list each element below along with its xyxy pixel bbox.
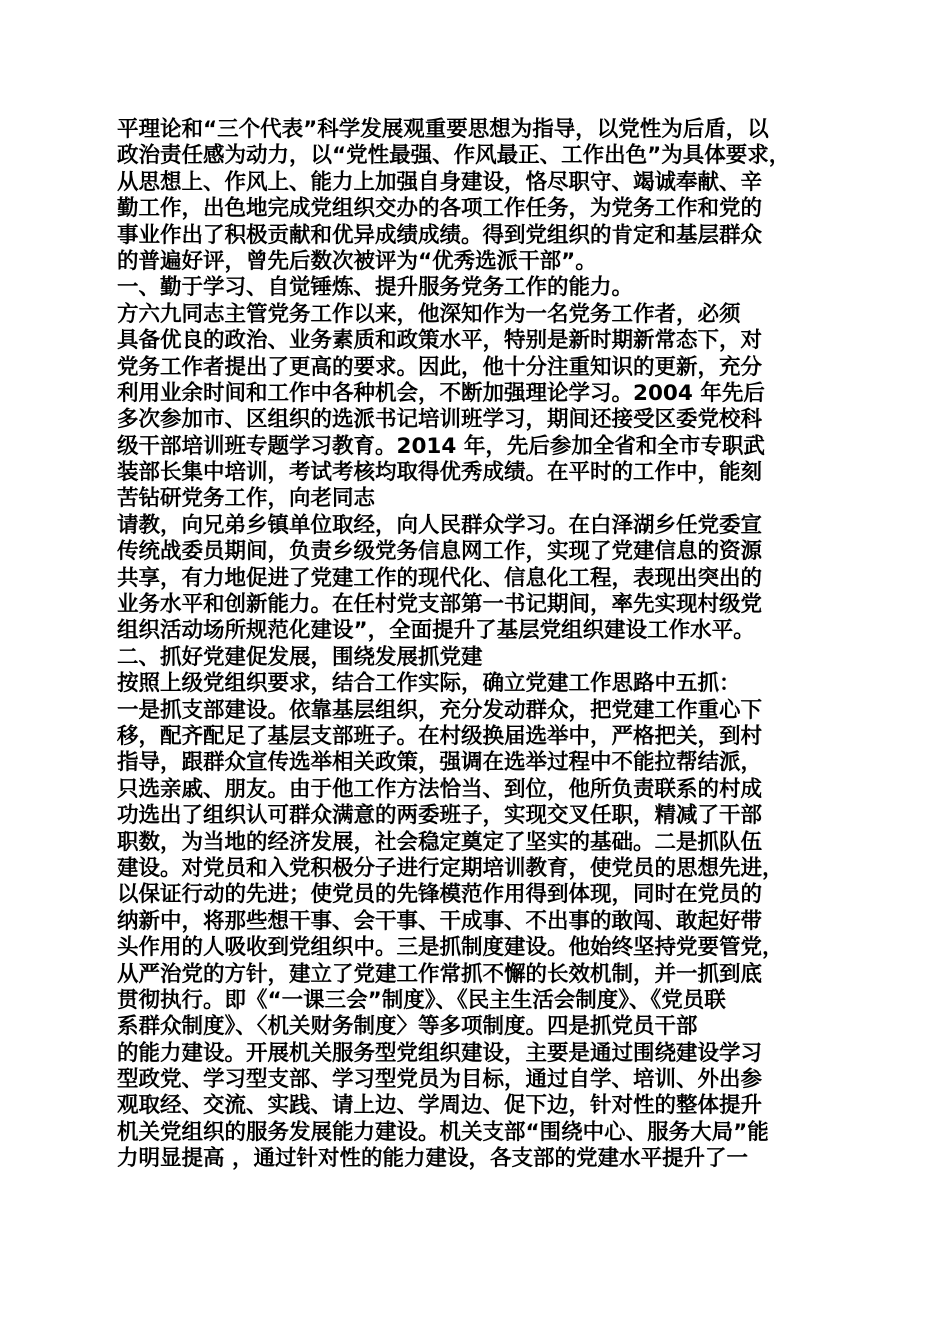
text-line: 型政党、学习型支部、学习型党员为目标，通过自学、培训、外出参: [117, 1067, 763, 1093]
text-line: 的能力建设。开展机关服务型党组织建设，主要是通过围绕建设学习: [117, 1040, 763, 1066]
text-line: 贯彻执行。即《“一课三会”制度》、《民主生活会制度》、《党员联: [117, 987, 726, 1013]
text-line: 从严治党的方针，建立了党建工作常抓不懈的长效机制，并一抓到底: [117, 961, 763, 987]
text-line: 纳新中，将那些想干事、会干事、干成事、不出事的敢闯、敢起好带: [117, 908, 763, 934]
text-line: 请教，向兄弟乡镇单位取经，向人民群众学习。在白泽湖乡任党委宣: [117, 512, 763, 538]
text-line: 移，配齐配足了基层支部班子。在村级换届选举中，严格把关，到村: [117, 723, 763, 749]
text-line: 利用业余时间和工作中各种机会，不断加强理论学习。2004 年先后: [117, 380, 765, 406]
text-line: 功选出了组织认可群众满意的两委班子，实现交叉任职，精减了干部: [117, 803, 763, 829]
text-line: 多次参加市、区组织的选派书记培训班学习，期间还接受区委党校科: [117, 407, 763, 433]
text-line: 装部长集中培训，考试考核均取得优秀成绩。在平时的工作中，能刻: [117, 460, 763, 486]
text-line: 具备优良的政治、业务素质和政策水平，特别是新时期新常态下，对: [117, 328, 763, 354]
text-line: 以保证行动的先进；使党员的先锋模范作用得到体现，同时在党员的: [117, 882, 763, 908]
text-line: 职数，为当地的经济发展，社会稳定奠定了坚实的基础。二是抓队伍: [117, 829, 763, 855]
text-line: 指导，跟群众宣传选举相关政策，强调在选举过程中不能拉帮结派，: [117, 750, 763, 776]
text-line: 机关党组织的服务发展能力建设。机关支部“围绕中心、服务大局”能: [117, 1119, 769, 1145]
text-line: 苦钻研党务工作，向老同志: [117, 486, 376, 512]
text-line: 只选亲戚、朋友。由于他工作方法恰当、到位，他所负责联系的村成: [117, 776, 763, 802]
text-line: 建设。对党员和入党积极分子进行定期培训教育，使党员的思想先进，: [117, 855, 784, 881]
text-line: 从思想上、作风上、能力上加强自身建设，恪尽职守、竭诚奉献、辛: [117, 169, 763, 195]
section-heading: 一、勤于学习、自觉锤炼、提升服务党务工作的能力。: [117, 275, 634, 301]
text-line: 平理论和“三个代表”科学发展观重要思想为指导，以党性为后盾，以: [117, 117, 769, 142]
section-heading: 二、抓好党建促发展，围绕发展抓党建: [117, 644, 483, 670]
text-line: 的普遍好评，曾先后数次被评为“优秀选派干部”。: [117, 248, 597, 274]
text-line: 党务工作者提出了更高的要求。因此，他十分注重知识的更新，充分: [117, 354, 763, 380]
text-line: 系群众制度》、〈机关财务制度〉等多项制度。四是抓党员干部: [117, 1014, 698, 1040]
text-line: 组织活动场所规范化建设”，全面提升了基层党组织建设工作水平。: [117, 618, 755, 644]
text-line: 一是抓支部建设。依靠基层组织，充分发动群众，把党建工作重心下: [117, 697, 763, 723]
text-line: 头作用的人吸收到党组织中。三是抓制度建设。他始终坚持党要管党，: [117, 935, 784, 961]
text-line: 力明显提高 ，通过针对性的能力建设，各支部的党建水平提升了一: [117, 1146, 748, 1172]
text-line: 共享，有力地促进了党建工作的现代化、信息化工程，表现出突出的: [117, 565, 763, 591]
text-line: 勤工作，出色地完成党组织交办的各项工作任务，为党务工作和党的: [117, 196, 763, 222]
text-line: 政治责任感为动力，以“党性最强、作风最正、工作出色”为具体要求，: [117, 143, 791, 169]
text-line: 事业作出了积极贡献和优异成绩成绩。得到党组织的肯定和基层群众: [117, 222, 763, 248]
document-body: [117, 117, 847, 1173]
text-line: 传统战委员期间，负责乡级党务信息网工作，实现了党建信息的资源: [117, 539, 763, 565]
text-line: 方六九同志主管党务工作以来，他深知作为一名党务工作者，必须: [117, 301, 741, 327]
text-line: 观取经、交流、实践、请上边、学周边、促下边，针对性的整体提升: [117, 1093, 763, 1119]
text-line: 业务水平和创新能力。在任村党支部第一书记期间，率先实现村级党: [117, 592, 763, 618]
text-line: 按照上级党组织要求，结合工作实际，确立党建工作思路中五抓：: [117, 671, 741, 697]
text-line: 级干部培训班专题学习教育。2014 年，先后参加全省和全市专职武: [117, 433, 765, 459]
